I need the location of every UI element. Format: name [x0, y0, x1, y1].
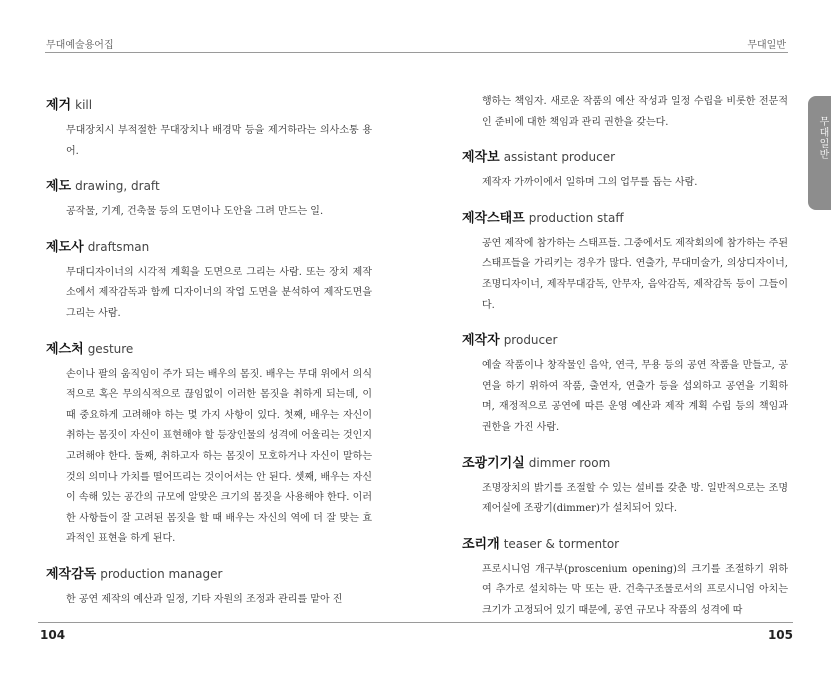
glossary-entry: [462, 146, 788, 194]
entry-english: production staff: [528, 210, 624, 225]
glossary-entry: [46, 338, 372, 550]
footer-rule: [38, 622, 793, 623]
right-column: [462, 94, 788, 622]
glossary-entry: [462, 452, 788, 520]
entry-definition: 프로시니엄 개구부(proscenium opening)의 크기를 조절하기 위하여 추가로 설치하는 막 또는 판. 건축구조물로서의 프로시니엄 아치는 크기가 고정되어 있기 때문에, 공연 규모나 작품의 성격에 따: [482, 563, 788, 616]
section-tab-label: 무대일반: [817, 116, 828, 160]
entry-english: assistant producer: [503, 150, 616, 165]
glossary-entry: [462, 329, 788, 438]
running-header-right: 무대일반: [747, 40, 786, 51]
entry-term: 제거: [46, 98, 72, 113]
glossary-entry: [46, 175, 372, 223]
glossary-entry: [46, 236, 372, 325]
glossary-entry: [46, 94, 372, 162]
entry-term: 조광기기실: [462, 455, 525, 471]
page-number-right: 105: [767, 628, 793, 642]
page-number-left: 104: [40, 628, 66, 642]
header-rule: [45, 52, 788, 53]
running-header-left: 무대예술용어집: [46, 40, 114, 51]
entry-english: dimmer room: [528, 455, 611, 470]
entry-english: drawing, draft: [75, 179, 160, 194]
entry-definition: 예술 작품이나 창작물인 음악, 연극, 무용 등의 공연 작품을 만들고, 공연을 하기 위하여 작품, 출연자, 연출가 등을 섭외하고 공연을 기획하며, 재정적으로 공연에 따른 운영 예산과 제작 계획 수립 등의 책임과 권한을 가진 사람.: [482, 360, 788, 433]
continued-definition: 행하는 책임자. 새로운 작품의 예산 작성과 일정 수립을 비롯한 전문적인 준비에 대한 책임과 관리 권한을 갖는다.: [482, 96, 788, 128]
entry-term: 제도사: [46, 239, 84, 255]
entry-english: production manager: [100, 566, 223, 581]
entry-term: 제도: [46, 179, 72, 195]
entry-definition: 제작자 가까이에서 일하며 그의 업무를 돕는 사람.: [482, 177, 698, 189]
glossary-entry: [46, 563, 372, 611]
glossary-entry: [462, 533, 788, 622]
entry-english: kill: [75, 98, 93, 112]
entry-term: 제스처: [46, 341, 84, 357]
entry-english: draftsman: [87, 239, 150, 254]
entry-term: 제작보: [462, 150, 500, 166]
entry-term: 조리개: [462, 536, 500, 552]
entry-definition: 손이나 팔의 움직임이 주가 되는 배우의 몸짓. 배우는 무대 위에서 의식적으로 혹은 무의식적으로 끊임없이 이러한 몸짓을 취하게 되는데, 이때 중요하게 고려해야 하는 몇 가지 사항이 있다. 첫째, 배우는 자신이 취하는 몸짓이 자신이 표현해야 할 등장인물의 성격에 어울리는 것인지 고려해야 한다. 둘째, 취하고자 하는 몸짓이 모호하거나 자신이 말하는 것의 의미나 가치를 떨어뜨리는 것이어서는 안 된다. 셋째, 배우는 자신이 속해 있는 공간의 규모에 알맞은 크기의 몸짓을 사용해야 한다. 이러한 사항들이 잘 고려된 몸짓을 할 때 배우는 자신의 역에 더 잘 맞는 효과적인 표현을 하게 된다.: [66, 368, 372, 545]
entry-definition: 공연 제작에 참가하는 스태프들. 그중에서도 제작회의에 참가하는 주된 스태프들을 가리키는 경우가 많다. 연출가, 무대미술가, 의상디자이너, 조명디자이너, 제작무대감독, 안무자, 음악감독, 제작감독 등이 그들이다.: [482, 237, 788, 311]
entry-definition: 무대장치시 부적절한 무대장치나 배경막 등을 제거하라는 의사소통 용어.: [66, 125, 372, 157]
left-column: [46, 94, 372, 611]
entry-definition: 조명장치의 밝기를 조절할 수 있는 설비를 갖춘 방. 일반적으로는 조명제어실에 조광기(dimmer)가 설치되어 있다.: [482, 482, 788, 515]
entry-english: producer: [503, 333, 558, 348]
entry-term: 제작스태프: [462, 210, 525, 226]
entry-term: 제작자: [462, 333, 500, 349]
entry-definition: 무대디자이너의 시각적 계획을 도면으로 그리는 사람. 또는 장치 제작소에서 제작감독과 함께 디자이너의 작업 도면을 분석하여 제작도면을 그리는 사람.: [66, 266, 372, 319]
entry-term: 제작감독: [46, 566, 97, 582]
entry-english: gesture: [87, 341, 134, 356]
entry-definition: 한 공연 제작의 예산과 일정, 기타 자원의 조정과 관리를 맡아 진: [66, 593, 343, 605]
entry-definition: 공작물, 기계, 건축물 등의 도면이나 도안을 그려 만드는 일.: [66, 206, 324, 218]
entry-english: teaser & tormentor: [503, 536, 620, 551]
glossary-entry: [462, 207, 788, 316]
